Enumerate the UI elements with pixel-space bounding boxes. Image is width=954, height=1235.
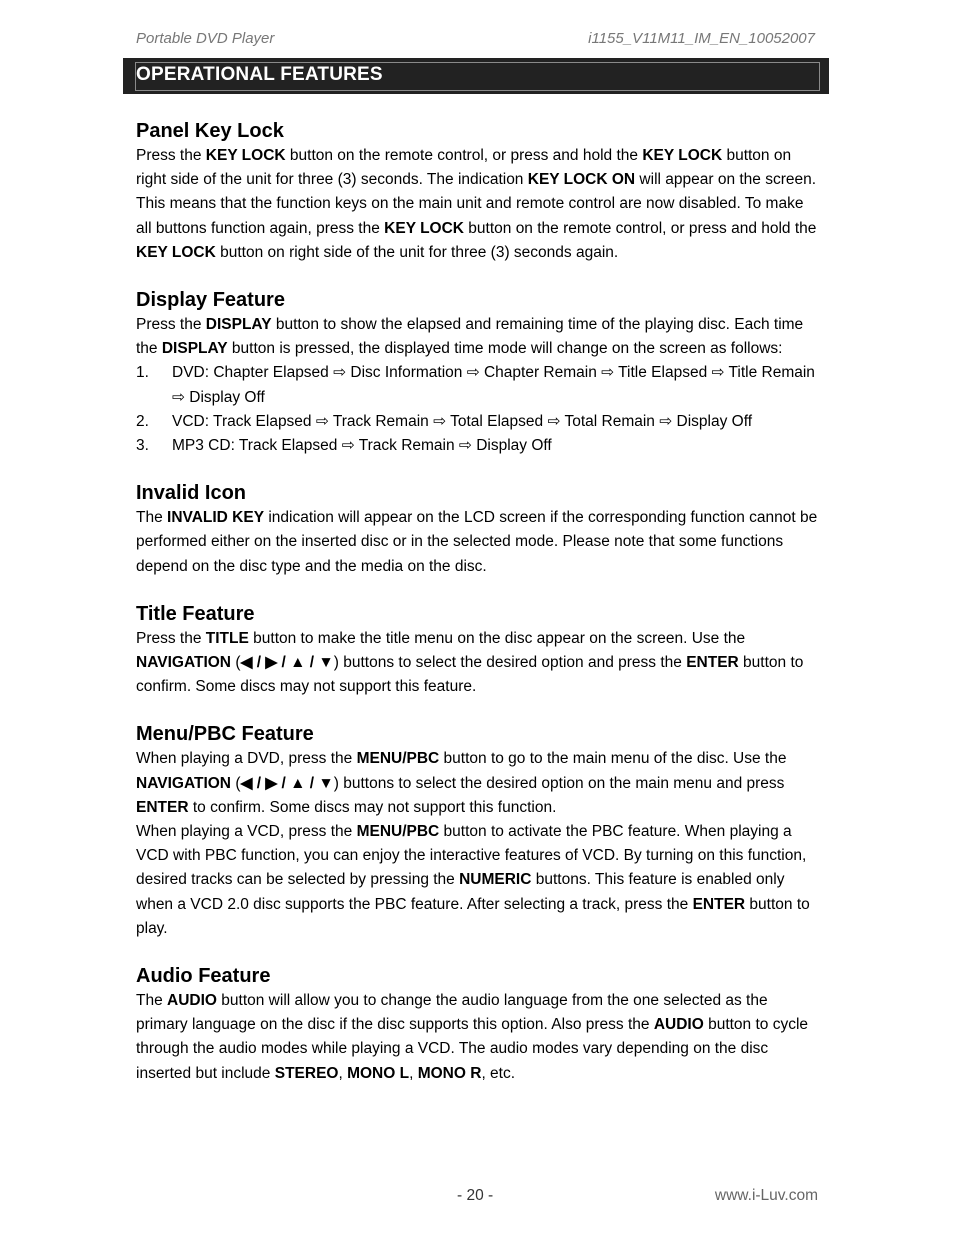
list-number: 2. [136, 412, 149, 430]
bold-term: STEREO [274, 1064, 339, 1082]
section-invalid-icon [136, 480, 820, 579]
display-mode-list [136, 361, 820, 458]
list-number: 3. [136, 437, 149, 455]
header-doc-code: i1155_V11M11_IM_EN_10052007 [588, 30, 815, 47]
bold-term: MONO L [347, 1064, 410, 1082]
bold-term: TITLE [205, 629, 249, 647]
footer-url: www.i-Luv.com [714, 1187, 818, 1204]
list-text: VCD: Track Elapsed ⇨ Track Remain ⇨ Total Elapsed ⇨ Total Remain ⇨ Display Off [172, 412, 753, 430]
paragraph: Press the DISPLAY button to show the elapsed and remaining time of the playing disc. Each time the DISPLAY button is pressed, the displayed time mode will change on the screen as follows: [136, 316, 804, 358]
header-product: Portable DVD Player [136, 30, 275, 47]
page-number: - 20 - [457, 1187, 494, 1204]
section-title: Display Feature [136, 289, 285, 312]
bold-term: MONO R [417, 1064, 482, 1082]
bold-term: DISPLAY [205, 316, 272, 334]
bold-term: NAVIGATION [136, 774, 232, 792]
list-item [136, 434, 820, 458]
bold-term: MENU/PBC [356, 750, 440, 768]
bold-term: AUDIO [167, 992, 217, 1010]
banner-title: OPERATIONAL FEATURES [136, 64, 383, 85]
bold-term: KEY LOCK [642, 147, 723, 164]
paragraph: The INVALID KEY indication will appear on the LCD screen if the corresponding function cannot be performed either on the inserted disc or in the selected mode. Please note that some functions depend on the disc type and the media on the disc. [136, 509, 818, 575]
section-title-feature [136, 601, 820, 700]
section-audio-feature [136, 963, 820, 1086]
section-title: Menu/PBC Feature [136, 723, 314, 746]
bold-term: MENU/PBC [356, 823, 440, 841]
paragraph: Press the TITLE button to make the title menu on the disc appear on the screen. Use the NAVIGATION (◀ / ▶ / ▲ / ▼) buttons to select the desired option and press the ENTER button to confirm. Some discs may not support this feature. [136, 629, 804, 696]
bold-term: ◀ / ▶ / ▲ / ▼ [240, 774, 334, 792]
list-item [136, 361, 820, 409]
list-item [136, 410, 820, 434]
section-title: Panel Key Lock [136, 120, 284, 142]
bold-term: NAVIGATION [136, 654, 232, 672]
list-text: DVD: Chapter Elapsed ⇨ Disc Information ⇨ Chapter Remain ⇨ Title Elapsed ⇨ Title Remain ⇨ Display Off [172, 364, 815, 406]
bold-term: ◀ / ▶ / ▲ / ▼ [240, 654, 334, 672]
section-display-feature [136, 287, 820, 458]
bold-term: ENTER [692, 895, 746, 913]
bold-term: KEY LOCK [136, 243, 216, 261]
list-number: 1. [136, 364, 149, 382]
paragraph: When playing a VCD, press the MENU/PBC button to activate the PBC feature. When playing a VCD with PBC function, you can enjoy the interactive features of VCD. By turning on this function, desired tracks can be selected by pressing the NUMERIC buttons. This feature is enabled only when a VCD 2.0 disc supports the PBC feature. After selecting a track, press the ENTER button to play. [136, 823, 810, 937]
section-title: Invalid Icon [136, 482, 247, 505]
bold-term: ENTER [686, 654, 739, 672]
bold-term: INVALID KEY [167, 509, 265, 527]
section-panel-key-lock [136, 118, 820, 265]
bold-term: DISPLAY [161, 340, 228, 358]
bold-term: KEY LOCK [205, 147, 286, 164]
bold-term: KEY LOCK ON [527, 171, 636, 189]
paragraph: Press the KEY LOCK button on the remote control, or press and hold the KEY LOCK button on right side of the unit for three (3) seconds. The indication KEY LOCK ON will appear on the screen. This means that the function keys on the main unit and remote control are now disabled. To make all buttons function again, press the KEY LOCK button on the remote control, or press and hold the KEY LOCK button on right side of the unit for three (3) seconds again. [136, 147, 817, 261]
bold-term: ENTER [136, 798, 189, 816]
section-menu-pbc-feature [136, 721, 820, 941]
paragraph: The AUDIO button will allow you to change the audio language from the one selected as the primary language on the disc if the disc supports this option. Also press the AUDIO button to cycle through the audio modes while playing a VCD. The audio modes vary depending on the disc inserted but include STEREO, MONO L, MONO R, etc. [136, 992, 809, 1082]
section-title: Audio Feature [136, 965, 271, 988]
bold-term: AUDIO [653, 1016, 704, 1034]
page-content [136, 118, 820, 1086]
section-banner [123, 58, 829, 94]
bold-term: KEY LOCK [384, 219, 464, 237]
section-title: Title Feature [136, 602, 255, 625]
bold-term: NUMERIC [459, 871, 532, 889]
paragraph: When playing a DVD, press the MENU/PBC button to go to the main menu of the disc. Use the NAVIGATION (◀ / ▶ / ▲ / ▼) buttons to select the desired option on the main menu and press ENTER to confirm. Some discs may not support this function. [136, 750, 787, 816]
list-text: MP3 CD: Track Elapsed ⇨ Track Remain ⇨ Display Off [172, 437, 552, 455]
